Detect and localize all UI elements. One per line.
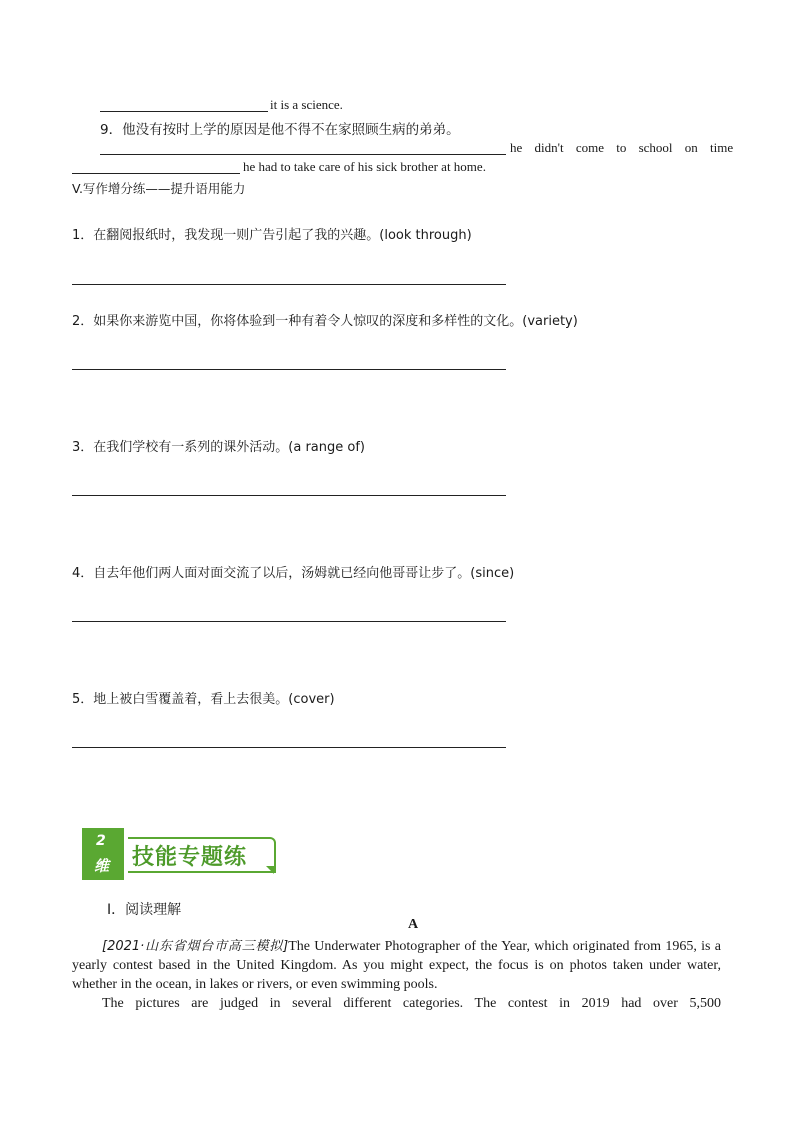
writing-question-3: 3．在我们学校有一系列的课外活动。(a range of)	[72, 440, 365, 455]
q9-english-b: he had to take care of his sick brother at home.	[243, 159, 486, 174]
badge-number: 2	[96, 833, 106, 849]
paragraph-1-text: The Underwater Photographer of the Year, which originated from 1965, is a yearly contest based in the United Kingdom. As you might expect, the focus is on photos taken under water, whether in the ocean, in lakes or rivers, or even swimming pools.	[72, 939, 721, 992]
paragraph-2-text: The pictures are judged in several different categories. The contest in 2019 had over 5,500	[102, 996, 721, 1011]
section-v-heading: V.写作增分练——提升语用能力	[72, 181, 246, 196]
writing-answer-line-1[interactable]	[72, 284, 506, 285]
writing-answer-line-5[interactable]	[72, 747, 506, 748]
reading-heading: Ⅰ．阅读理解	[107, 902, 182, 918]
answer-blank-8[interactable]	[100, 111, 268, 112]
writing-question-4: 4．自去年他们两人面对面交流了以后，汤姆就已经向他哥哥让步了。(since)	[72, 566, 515, 581]
passage-label: A	[408, 917, 419, 932]
section-badge	[82, 828, 124, 880]
writing-answer-line-2[interactable]	[72, 369, 506, 370]
passage-paragraph-1	[72, 937, 721, 994]
answer-blank-9b[interactable]	[72, 173, 240, 174]
section-title-banner	[128, 837, 276, 873]
q8-tail-text: it is a science.	[270, 97, 343, 112]
source-citation: [2021·山东省烟台市高三模拟]	[102, 939, 289, 954]
badge-sub: 维	[94, 857, 110, 875]
writing-answer-line-3[interactable]	[72, 495, 506, 496]
writing-answer-line-4[interactable]	[72, 621, 506, 622]
q9-chinese: 9．他没有按时上学的原因是他不得不在家照顾生病的弟弟。	[100, 122, 460, 138]
q9-english-a: he didn't come to school on time	[510, 140, 734, 155]
answer-blank-9a[interactable]	[100, 154, 506, 155]
writing-question-5: 5．地上被白雪覆盖着，看上去很美。(cover)	[72, 692, 335, 707]
writing-question-1: 1．在翻阅报纸时，我发现一则广告引起了我的兴趣。(look through)	[72, 228, 472, 243]
banner-corner-icon	[266, 866, 274, 874]
section-title: 技能专题练	[132, 845, 248, 870]
writing-question-2: 2．如果你来游览中国，你将体验到一种有着令人惊叹的深度和多样性的文化。(variety)	[72, 314, 578, 329]
passage-paragraph-2	[72, 994, 721, 1013]
